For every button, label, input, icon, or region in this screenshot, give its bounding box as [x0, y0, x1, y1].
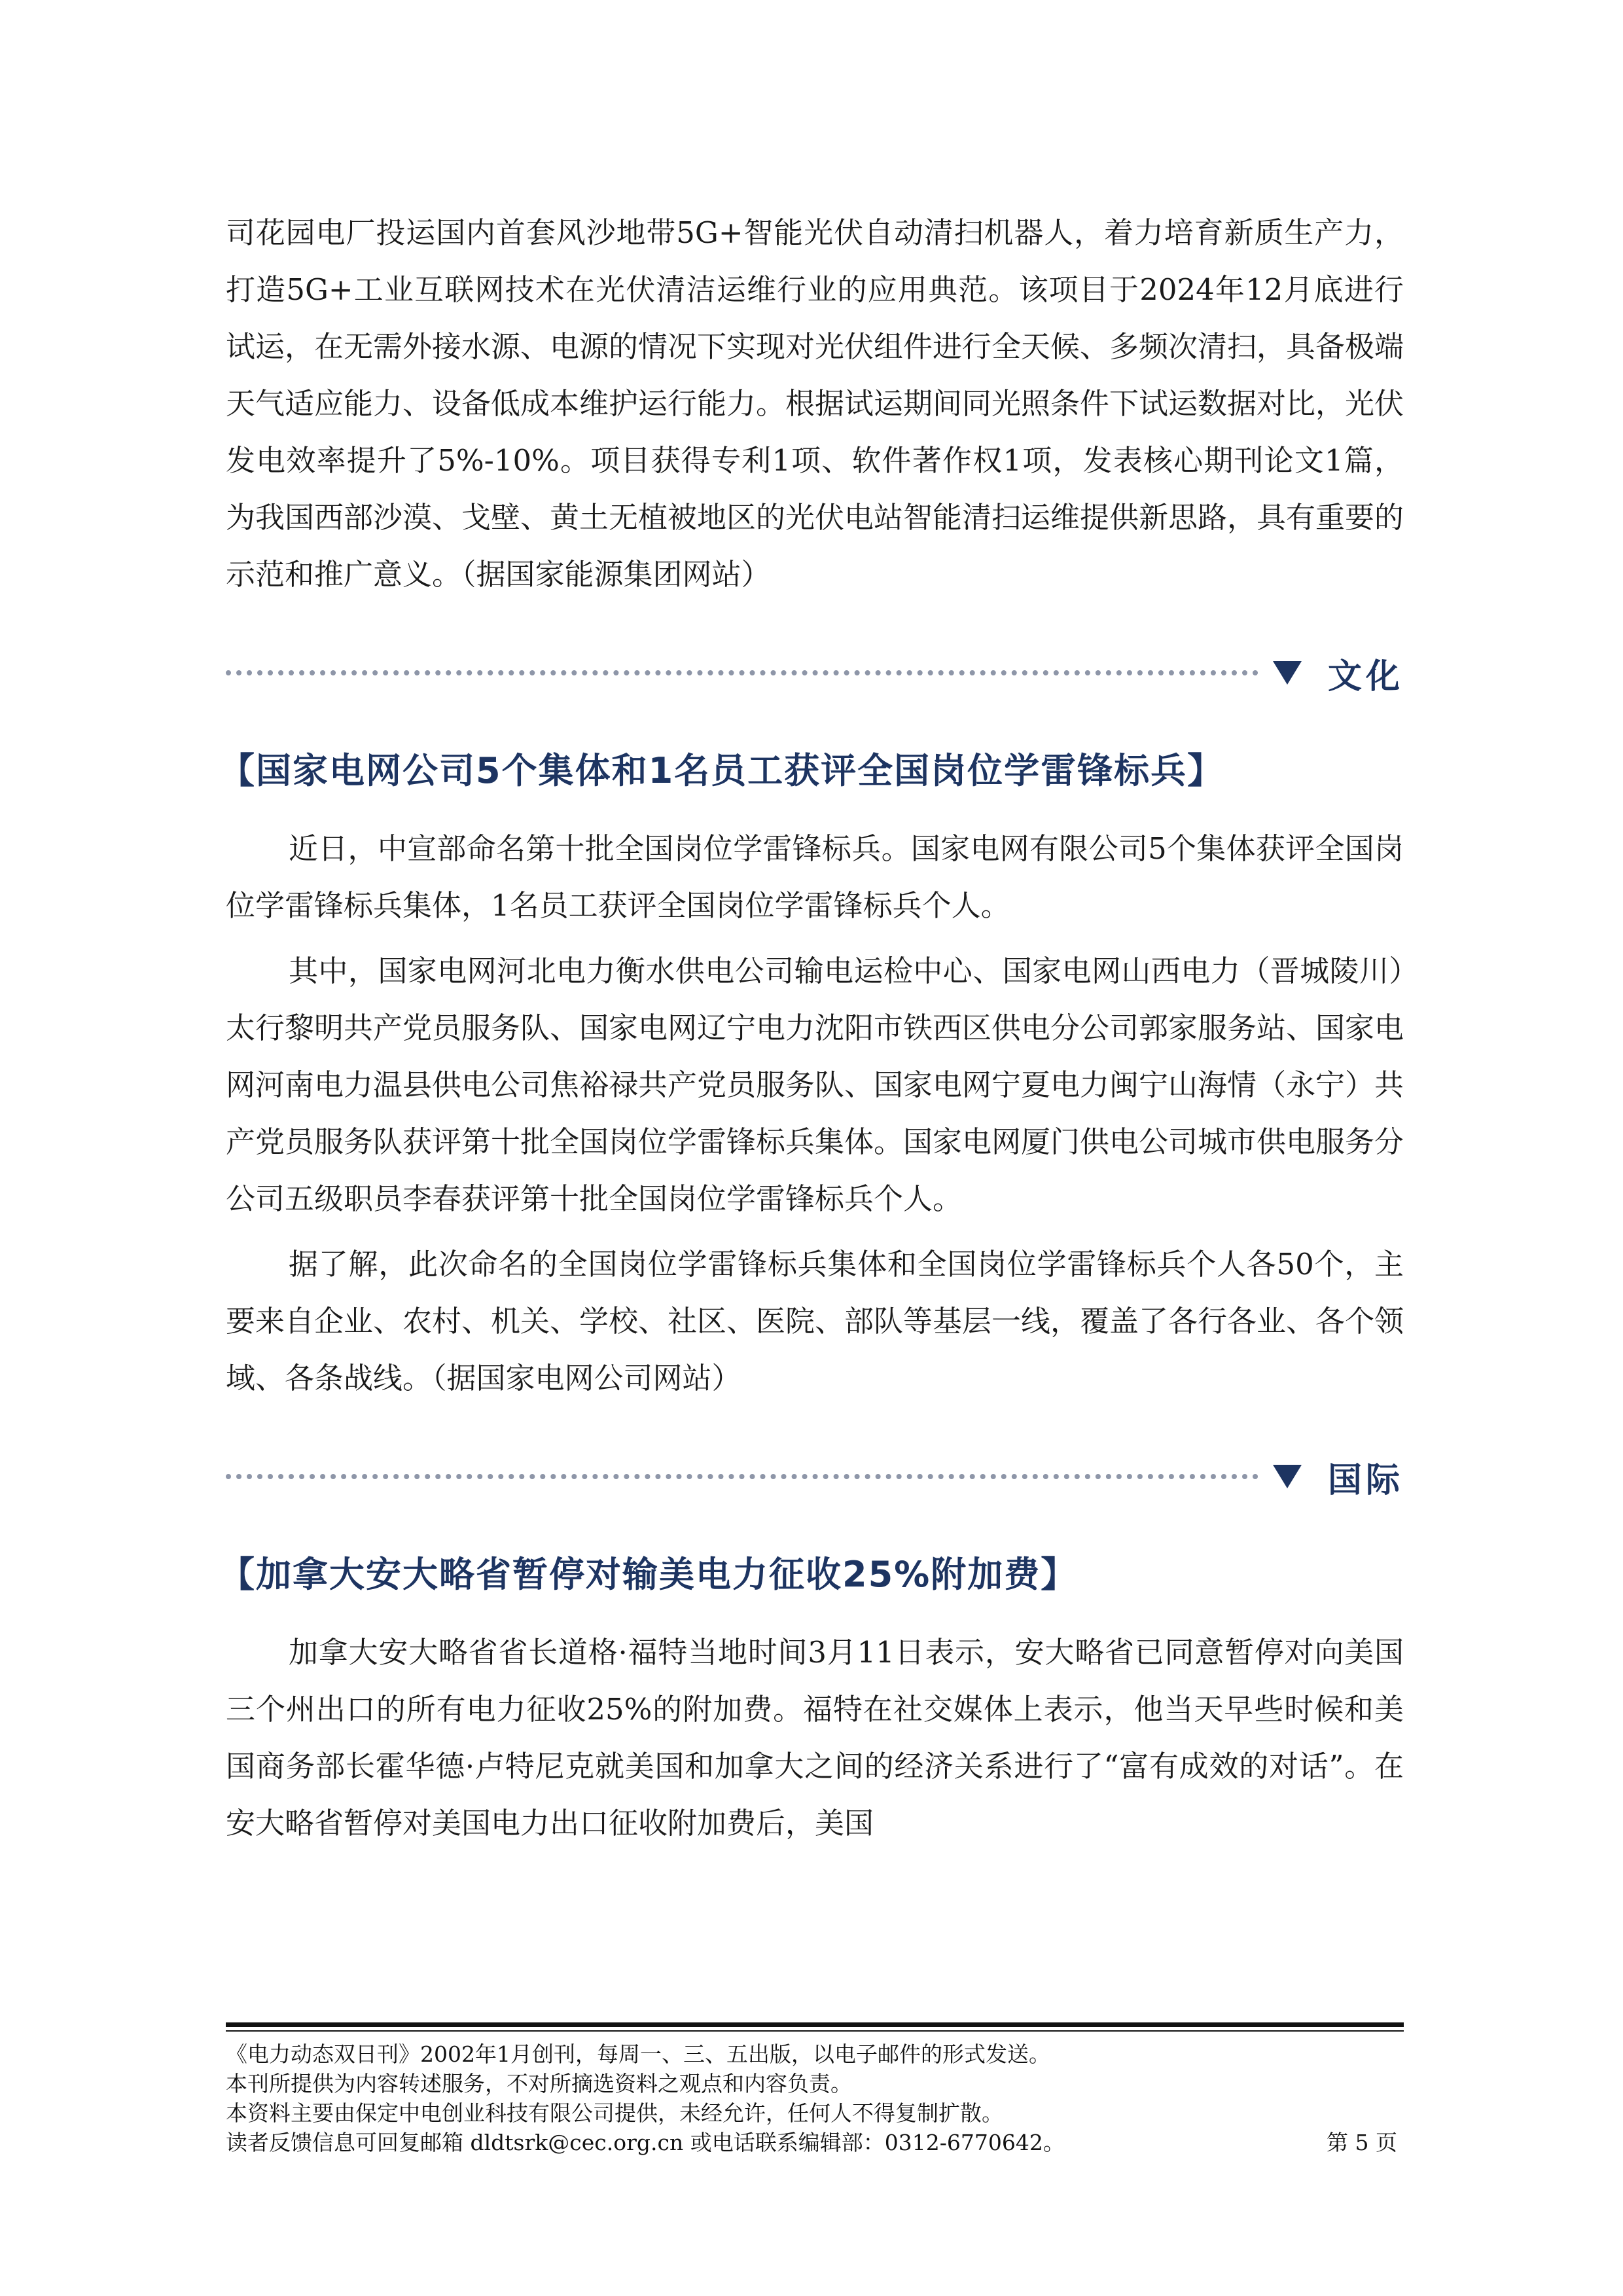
article-paragraph: 其中，国家电网河北电力衡水供电公司输电运检中心、国家电网山西电力（晋城陵川）太行黎明共产党员服务队、国家电网辽宁电力沈阳市铁西区供电分公司郭家服务站、国家电网河南电力温县供电公司焦裕禄共产党员服务队、国家电网宁夏电力闽宁山海情（永宁）共产党员服务队获评第十批全国岗位学雷锋标兵集体。国家电网厦门供电公司城市供电服务分公司五级职员李春获评第十批全国岗位学雷锋标兵个人。 — [226, 954, 1404, 1216]
footer-rule — [226, 2022, 1404, 2027]
section-label: 国际 — [1327, 1460, 1404, 1500]
footer-line: 《电力动态双日刊》2002年1月创刊，每周一、三、五出版，以电子邮件的形式发送。 — [226, 2041, 1050, 2067]
footer-rule — [226, 2030, 1404, 2032]
dotted-divider — [226, 1474, 1258, 1479]
article-title: 【加拿大安大略省暂停对输美电力征收25%附加费】 — [219, 1554, 1078, 1595]
footer-line: 本刊所提供为内容转述服务，不对所摘选资料之观点和内容负责。 — [226, 2071, 852, 2096]
article-paragraph: 据了解，此次命名的全国岗位学雷锋标兵集体和全国岗位学雷锋标兵个人各50个，主要来自企业、农村、机关、学校、社区、医院、部队等基层一线，覆盖了各行各业、各个领域、各条战线。（据国家电网公司网站） — [226, 1247, 1404, 1395]
page-number: 第 5 页 — [1327, 2130, 1397, 2155]
footer-contact-line: 读者反馈信息可回复邮箱 dldtsrk@cec.org.cn 或电话联系编辑部：0312-6770642。 — [226, 2130, 1065, 2155]
triangle-down-icon — [1273, 661, 1302, 685]
footer-line: 本资料主要由保定中电创业科技有限公司提供，未经允许，任何人不得复制扩散。 — [226, 2100, 1003, 2126]
document-body — [219, 204, 1404, 1852]
section-header-international — [226, 1441, 1404, 1513]
article-paragraph: 近日，中宣部命名第十批全国岗位学雷锋标兵。国家电网有限公司5个集体获评全国岗位学雷锋标兵集体，1名员工获评全国岗位学雷锋标兵个人。 — [226, 831, 1404, 923]
triangle-down-icon — [1273, 1465, 1302, 1488]
section-header-culture — [226, 637, 1404, 709]
page-footer — [226, 2022, 1404, 2157]
intro-paragraph: 司花园电厂投运国内首套风沙地带5G+智能光伏自动清扫机器人，着力培育新质生产力，打造5G+工业互联网技术在光伏清洁运维行业的应用典范。该项目于2024年12月底进行试运，在无需外接水源、电源的情况下实现对光伏组件进行全天候、多频次清扫，具备极端天气适应能力、设备低成本维护运行能力。根据试运期间同光照条件下试运数据对比，光伏发电效率提升了5%-10%。项目获得专利1项、软件著作权1项，发表核心期刊论文1篇，为我国西部沙漠、戈壁、黄土无植被地区的光伏电站智能清扫运维提供新思路，具有重要的示范和推广意义。（据国家能源集团网站） — [226, 215, 1404, 592]
article-title: 【国家电网公司5个集体和1名员工获评全国岗位学雷锋标兵】 — [219, 750, 1224, 791]
dotted-divider — [226, 670, 1258, 675]
section-label: 文化 — [1327, 656, 1404, 696]
article-paragraph: 加拿大安大略省省长道格·福特当地时间3月11日表示，安大略省已同意暂停对向美国三个州出口的所有电力征收25%的附加费。福特在社交媒体上表示，他当天早些时候和美国商务部长霍华德·卢特尼克就美国和加拿大之间的经济关系进行了“富有成效的对话”。在安大略省暂停对美国电力出口征收附加费后，美国 — [226, 1635, 1404, 1840]
